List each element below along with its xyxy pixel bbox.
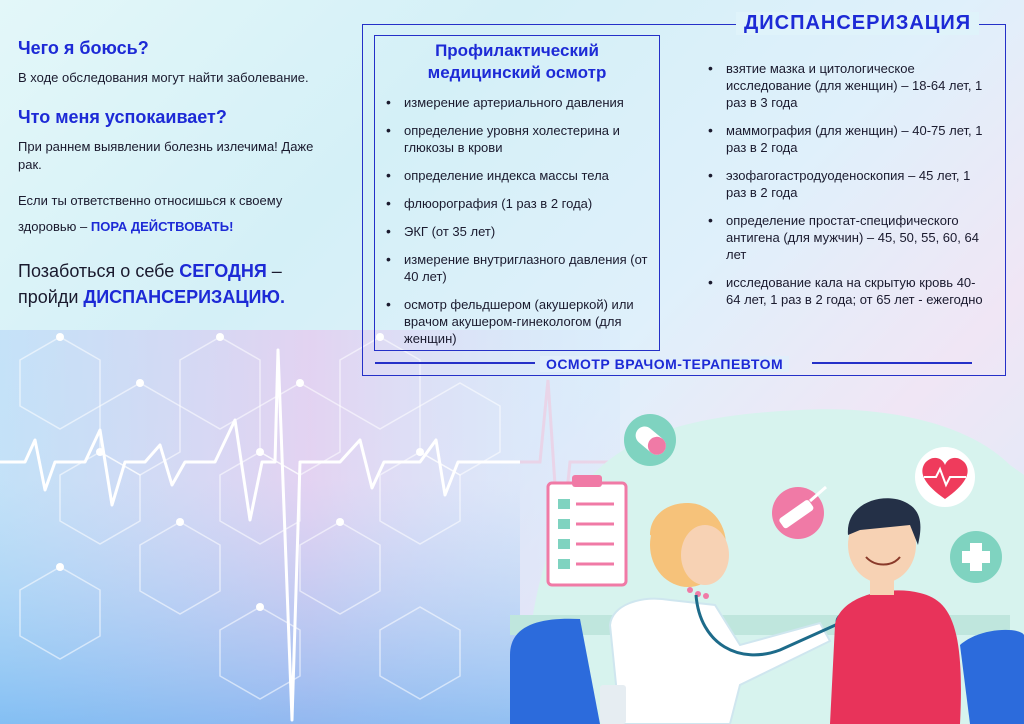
pill-icon	[624, 414, 676, 466]
fear-text: В ходе обследования могут найти заболевание.	[18, 70, 309, 85]
cta-part3: пройди	[18, 287, 79, 307]
bottom-rule-right	[812, 362, 972, 364]
glow-low	[0, 480, 520, 724]
dispans-list	[704, 60, 986, 319]
dispans-title: ДИСПАНСЕРИЗАЦИЯ	[736, 12, 979, 35]
profile-title-line1: Профилактический	[435, 41, 599, 60]
list-item: • исследование кала на скрытую кровь 40-64 лет, 1 раз в 2 года; от 65 лет - ежегодно	[704, 274, 986, 308]
profile-list	[382, 94, 654, 358]
list-item: • определение индекса массы тела	[382, 167, 654, 184]
list-item: • определение уровня холестерина и глюкозы в крови	[382, 122, 654, 156]
list-item: • ЭКГ (от 35 лет)	[382, 223, 654, 240]
fear-heading: Чего я боюсь?	[18, 38, 149, 58]
reassure-heading: Что меня успокаивает?	[18, 107, 227, 127]
list-item: • эзофагогастродуоденоскопия – 45 лет, 1 раз в 2 года	[704, 167, 986, 201]
doctor-patient-illustration	[500, 395, 1024, 724]
left-column	[18, 38, 318, 310]
chair-right	[960, 630, 1024, 724]
responsibility-text	[18, 188, 318, 240]
list-item: • осмотр фельдшером (акушеркой) или врачом акушером-гинекологом (для женщин)	[382, 296, 654, 347]
call-to-action	[18, 258, 318, 310]
clipboard-checklist-icon	[548, 475, 626, 585]
bottom-rule-left	[375, 362, 535, 364]
reassure-text: При раннем выявлении болезнь излечима! Даже рак.	[18, 139, 314, 172]
list-item: • измерение артериального давления	[382, 94, 654, 111]
list-item: • определение простат-специфического антигена (для мужчин) – 45, 50, 55, 60, 64 лет	[704, 212, 986, 263]
list-item: • измерение внутриглазного давления (от 40 лет)	[382, 251, 654, 285]
cta-today: СЕГОДНЯ	[179, 261, 267, 281]
therapist-title: ОСМОТР ВРАЧОМ-ТЕРАПЕВТОМ	[540, 356, 789, 372]
act-now-highlight: ПОРА ДЕЙСТВОВАТЬ!	[90, 219, 234, 234]
list-item: • взятие мазка и цитологическое исследование (для женщин) – 18-64 лет, 1 раз в 3 года	[704, 60, 986, 111]
profile-title	[374, 40, 660, 84]
cta-dispans: ДИСПАНСЕРИЗАЦИЮ.	[83, 287, 285, 307]
medical-cross-icon	[950, 531, 1002, 583]
list-item: • флюорография (1 раз в 2 года)	[382, 195, 654, 212]
responsibility-main: Если ты ответственно относишься к своему здоровью –	[18, 193, 283, 234]
device	[600, 685, 626, 724]
profile-title-line2: медицинский осмотр	[427, 63, 607, 82]
heart-pulse-icon	[915, 447, 975, 507]
cta-part1: Позаботься о себе	[18, 261, 175, 281]
cta-dash: –	[271, 261, 282, 281]
list-item: • маммография (для женщин) – 40-75 лет, 1 раз в 2 года	[704, 122, 986, 156]
